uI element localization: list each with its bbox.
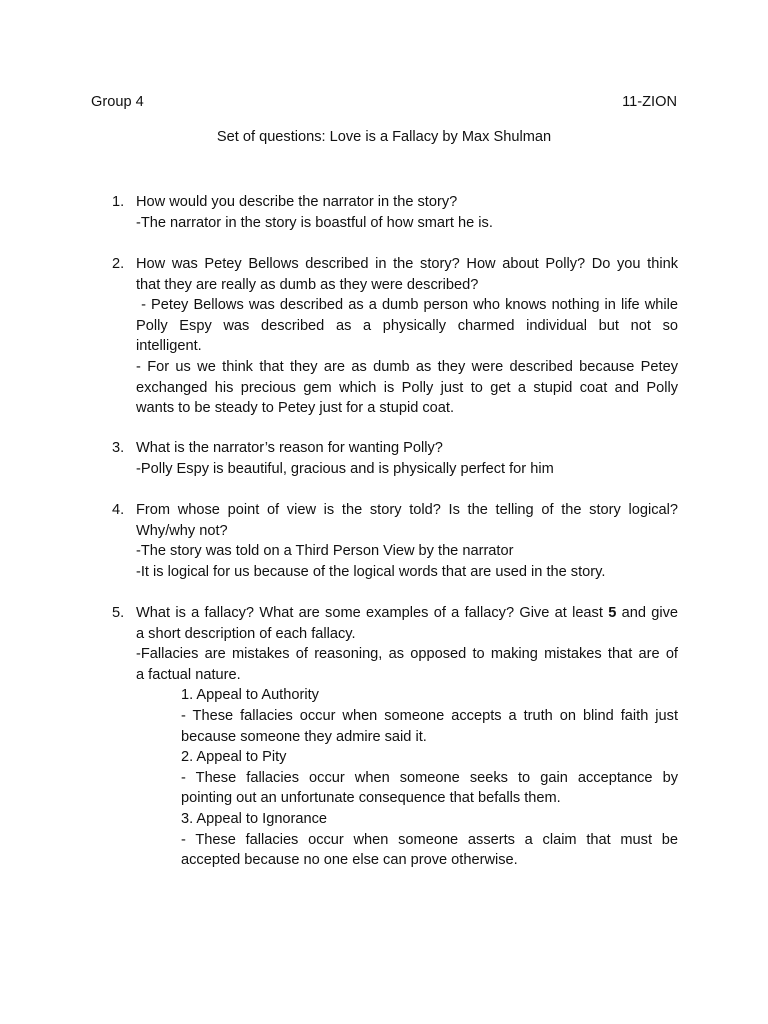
answer-text: -The narrator in the story is boastful of how smart he is. bbox=[136, 214, 493, 231]
question-text: What is the narrator’s reason for wanting Polly? bbox=[136, 440, 443, 456]
fallacy-description-line: - These fallacies occur when someone accepts a truth on blind faith just bbox=[181, 707, 678, 724]
answer-text-line: -It is logical for us because of the logical words that are used in the story. bbox=[136, 563, 606, 580]
question-2 bbox=[112, 254, 678, 419]
answer-text: -Polly Espy is beautiful, gracious and is physically perfect for him bbox=[136, 460, 554, 477]
question-1 bbox=[112, 192, 678, 233]
fallacy-example-2 bbox=[181, 747, 678, 809]
question-emphasis: 5 bbox=[608, 605, 617, 621]
question-5 bbox=[112, 603, 678, 871]
answer-text-line: -The story was told on a Third Person View by the narrator bbox=[136, 543, 514, 560]
question-number: 2. bbox=[112, 256, 125, 272]
question-text-line: How was Petey Bellows described in the story? How about Polly? Do you think bbox=[136, 256, 678, 272]
question-text-line: a short description of each fallacy. bbox=[136, 625, 356, 642]
fallacy-name: 2. Appeal to Pity bbox=[181, 749, 287, 766]
document-title: Set of questions: Love is a Fallacy by Max Shulman bbox=[216, 129, 552, 145]
question-text: How would you describe the narrator in the story? bbox=[136, 194, 458, 210]
answer-text-line: Polly Espy was described as a physically charmed individual but not so bbox=[136, 317, 678, 334]
group-label: Group 4 bbox=[91, 94, 144, 110]
fallacy-description-line: accepted because no one else can prove otherwise. bbox=[181, 852, 518, 869]
answer-text-line: a factual nature. bbox=[136, 666, 241, 683]
question-number: 5. bbox=[112, 605, 125, 621]
question-3 bbox=[112, 438, 678, 479]
question-number: 1. bbox=[112, 194, 125, 210]
question-text-line bbox=[136, 603, 678, 624]
fallacy-description-line: because someone they admire said it. bbox=[181, 728, 427, 745]
question-text-line: From whose point of view is the story told? Is the telling of the story logical? bbox=[136, 502, 678, 518]
fallacy-name: 1. Appeal to Authority bbox=[181, 687, 319, 704]
fallacy-example-3 bbox=[181, 809, 678, 871]
answer-text-line: - Petey Bellows was described as a dumb person who knows nothing in life while bbox=[136, 297, 678, 314]
question-text-part: and give bbox=[616, 605, 678, 621]
fallacy-example-1 bbox=[181, 685, 678, 747]
answer-text-line: intelligent. bbox=[136, 338, 202, 355]
header-row bbox=[91, 92, 677, 113]
answer-text-line: exchanged his precious gem which is Polly just to get a stupid coat and Polly bbox=[136, 379, 678, 396]
question-text-part: What is a fallacy? What are some examples of a fallacy? Give at least bbox=[136, 605, 609, 621]
answer-text-line: - For us we think that they are as dumb as they were described because Petey bbox=[136, 358, 678, 375]
question-text-line: Why/why not? bbox=[136, 522, 228, 539]
fallacy-description-line: pointing out an unfortunate consequence that befalls them. bbox=[181, 790, 561, 807]
question-4 bbox=[112, 500, 678, 582]
answer-text-line: wants to be steady to Petey just for a stupid coat. bbox=[136, 400, 454, 417]
fallacy-name: 3. Appeal to Ignorance bbox=[181, 810, 328, 827]
fallacy-description-line: - These fallacies occur when someone asserts a claim that must be bbox=[181, 831, 678, 848]
fallacy-description-line: - These fallacies occur when someone seeks to gain acceptance by bbox=[181, 769, 678, 786]
question-number: 3. bbox=[112, 440, 125, 456]
section-label: 11-ZION bbox=[622, 94, 677, 110]
question-text-line: that they are really as dumb as they were described? bbox=[136, 276, 479, 293]
answer-text-line: -Fallacies are mistakes of reasoning, as opposed to making mistakes that are of bbox=[136, 646, 678, 663]
question-number: 4. bbox=[112, 502, 125, 518]
